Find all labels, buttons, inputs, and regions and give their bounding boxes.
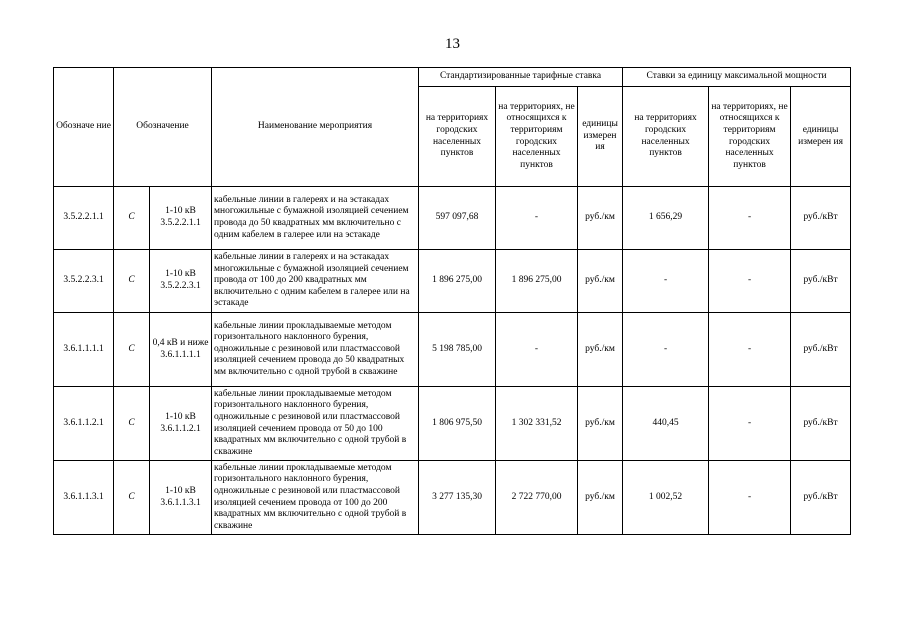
row-std-unit: руб./км bbox=[578, 187, 623, 250]
row-pw-unit: руб./кВт bbox=[791, 250, 851, 313]
row-measure-name: кабельные линии прокладываемые методом горизонтального наклонного бурения, одножильные с резиновой или пластмассовой изоляцией сечением провода до 50 квадратных мм включительно с одной трубой в скважине bbox=[212, 313, 419, 387]
row-std-unit: руб./км bbox=[578, 313, 623, 387]
row-std-nonurban: - bbox=[496, 187, 578, 250]
header-power-rates: Ставки за единицу максимальной мощности bbox=[623, 68, 851, 87]
row-std-unit: руб./км bbox=[578, 461, 623, 535]
header-pw-nonurban: на территориях, не относящихся к территориям городских населенных пунктов bbox=[709, 87, 791, 187]
row-code: 3.6.1.1.1.1 bbox=[54, 313, 114, 387]
row-pw-unit: руб./кВт bbox=[791, 461, 851, 535]
header-pw-urban: на территориях городских населенных пунктов bbox=[623, 87, 709, 187]
row-measure-name: кабельные линии в галереях и на эстакадах многожильные с бумажной изоляцией сечением провода от 100 до 200 квадратных мм включительно с одним кабелем в галерее или на эстакаде bbox=[212, 250, 419, 313]
row-code: 3.5.2.2.1.1 bbox=[54, 187, 114, 250]
row-voltage: 1-10 кВ 3.5.2.2.1.1 bbox=[150, 187, 212, 250]
row-std-unit: руб./км bbox=[578, 250, 623, 313]
row-letter: C bbox=[114, 461, 150, 535]
row-pw-nonurban: - bbox=[709, 387, 791, 461]
row-pw-nonurban: - bbox=[709, 313, 791, 387]
row-measure-name: кабельные линии прокладываемые методом горизонтального наклонного бурения, одножильные с резиновой или пластмассовой изоляцией сечением провода от 100 до 200 квадратных мм включительно с одной трубой в скважине bbox=[212, 461, 419, 535]
row-pw-unit: руб./кВт bbox=[791, 313, 851, 387]
row-pw-urban: 1 656,29 bbox=[623, 187, 709, 250]
header-std-unit: единицы измерен ия bbox=[578, 87, 623, 187]
row-letter: C bbox=[114, 187, 150, 250]
row-pw-urban: 440,45 bbox=[623, 387, 709, 461]
header-std-nonurban: на территориях, не относящихся к территориям городских населенных пунктов bbox=[496, 87, 578, 187]
row-measure-name: кабельные линии в галереях и на эстакадах многожильные с бумажной изоляцией сечением провода до 50 квадратных мм включительно с одним кабелем в галерее или на эстакаде bbox=[212, 187, 419, 250]
row-pw-unit: руб./кВт bbox=[791, 387, 851, 461]
row-std-unit: руб./км bbox=[578, 387, 623, 461]
table-row bbox=[54, 313, 851, 387]
row-std-urban: 3 277 135,30 bbox=[419, 461, 496, 535]
header-measure-name: Наименование мероприятия bbox=[212, 68, 419, 187]
row-letter: C bbox=[114, 313, 150, 387]
header-designation-code: Обозначе ние bbox=[54, 68, 114, 187]
header-standard-rates: Стандартизированные тарифные ставка bbox=[419, 68, 623, 87]
row-pw-nonurban: - bbox=[709, 461, 791, 535]
header-designation: Обозначение bbox=[114, 68, 212, 187]
row-measure-name: кабельные линии прокладываемые методом горизонтального наклонного бурения, одножильные с резиновой или пластмассовой изоляцией сечением провода от 50 до 100 квадратных мм включительно с одной трубой в скважине bbox=[212, 387, 419, 461]
row-pw-urban: - bbox=[623, 250, 709, 313]
page-number: 13 bbox=[445, 36, 460, 52]
row-pw-nonurban: - bbox=[709, 250, 791, 313]
table-row bbox=[54, 250, 851, 313]
tariff-table bbox=[53, 67, 851, 535]
row-std-nonurban: - bbox=[496, 313, 578, 387]
row-pw-unit: руб./кВт bbox=[791, 187, 851, 250]
header-pw-unit: единицы измерен ия bbox=[791, 87, 851, 187]
row-voltage: 0,4 кВ и ниже 3.6.1.1.1.1 bbox=[150, 313, 212, 387]
row-letter: C bbox=[114, 250, 150, 313]
row-code: 3.6.1.1.3.1 bbox=[54, 461, 114, 535]
table-row bbox=[54, 187, 851, 250]
row-std-urban: 1 896 275,00 bbox=[419, 250, 496, 313]
row-voltage: 1-10 кВ 3.6.1.1.3.1 bbox=[150, 461, 212, 535]
row-pw-nonurban: - bbox=[709, 187, 791, 250]
row-std-nonurban: 1 896 275,00 bbox=[496, 250, 578, 313]
row-std-urban: 597 097,68 bbox=[419, 187, 496, 250]
header-std-urban: на территориях городских населенных пунктов bbox=[419, 87, 496, 187]
row-code: 3.5.2.2.3.1 bbox=[54, 250, 114, 313]
row-pw-urban: 1 002,52 bbox=[623, 461, 709, 535]
table-row bbox=[54, 461, 851, 535]
row-std-nonurban: 1 302 331,52 bbox=[496, 387, 578, 461]
row-std-nonurban: 2 722 770,00 bbox=[496, 461, 578, 535]
row-pw-urban: - bbox=[623, 313, 709, 387]
table-row bbox=[54, 387, 851, 461]
row-voltage: 1-10 кВ 3.5.2.2.3.1 bbox=[150, 250, 212, 313]
row-code: 3.6.1.1.2.1 bbox=[54, 387, 114, 461]
row-std-urban: 1 806 975,50 bbox=[419, 387, 496, 461]
row-voltage: 1-10 кВ 3.6.1.1.2.1 bbox=[150, 387, 212, 461]
row-std-urban: 5 198 785,00 bbox=[419, 313, 496, 387]
row-letter: C bbox=[114, 387, 150, 461]
